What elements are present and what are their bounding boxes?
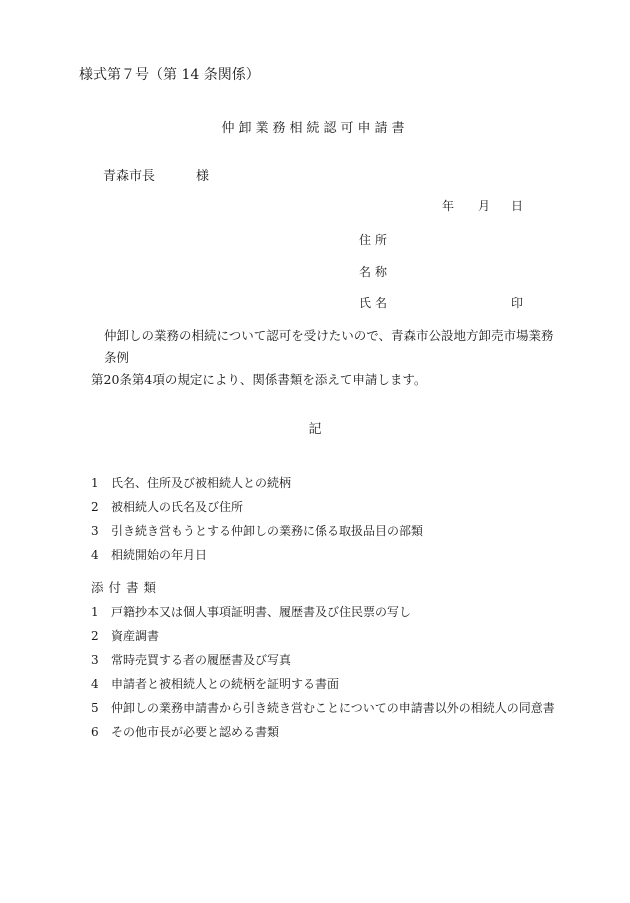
list-item-text: 被相続人の氏名及び住所 bbox=[111, 500, 244, 514]
list-item bbox=[91, 675, 339, 692]
list-item-text: 申請者と被相続人との続柄を証明する書面 bbox=[111, 677, 340, 691]
request-statement-line-1: 仲卸しの業務の相続について認可を受けたいので、青森市公設地方卸売市場業務条例 bbox=[104, 328, 554, 365]
list-item-text: その他市長が必要と認める書類 bbox=[111, 725, 280, 739]
document-title: 仲卸業務相続認可申請書 bbox=[221, 121, 409, 136]
applicant-address-label: 住所 bbox=[359, 233, 392, 247]
recipient-name: 青森市長 bbox=[103, 169, 156, 184]
list-item-number: 2 bbox=[91, 629, 99, 643]
attachments-heading: 添付書類 bbox=[91, 580, 162, 595]
list-item-number: 1 bbox=[91, 476, 99, 490]
request-statement-line-2: 第20条第4項の規定により、関係書類を添えて申請します。 bbox=[91, 372, 427, 387]
list-item bbox=[91, 651, 291, 668]
recipient-honorific: 様 bbox=[196, 169, 210, 184]
list-item bbox=[91, 723, 279, 740]
list-item-text: 常時売買する者の履歴書及び写真 bbox=[111, 653, 292, 667]
list-item-number: 1 bbox=[91, 605, 99, 619]
request-statement bbox=[91, 325, 561, 391]
list-item-text: 氏名、住所及び被相続人との続柄 bbox=[111, 476, 292, 490]
list-item-number: 3 bbox=[91, 524, 99, 538]
applicant-person-label: 氏名 bbox=[359, 296, 392, 310]
list-item-number: 5 bbox=[91, 701, 99, 715]
list-item bbox=[91, 546, 207, 563]
list-item-number: 3 bbox=[91, 653, 99, 667]
list-item bbox=[91, 627, 159, 644]
list-item-number: 4 bbox=[91, 548, 99, 562]
list-item-text: 相続開始の年月日 bbox=[111, 548, 208, 562]
list-item-text: 戸籍抄本又は個人事項証明書、履歴書及び住民票の写し bbox=[111, 605, 412, 619]
list-item bbox=[91, 474, 291, 491]
list-item-number: 6 bbox=[91, 725, 99, 739]
applicant-name-label: 名称 bbox=[359, 265, 392, 279]
list-item-number: 4 bbox=[91, 677, 99, 691]
date-day-label: 日 bbox=[511, 199, 524, 213]
form-number: 様式第７号（第 14 条関係） bbox=[79, 67, 260, 83]
list-item bbox=[91, 522, 423, 539]
list-item bbox=[91, 699, 555, 716]
list-item-text: 仲卸しの業務申請書から引き続き営むことについての申請書以外の相続人の同意書 bbox=[111, 701, 555, 715]
list-item-text: 資産調書 bbox=[111, 629, 160, 643]
list-item-number: 2 bbox=[91, 500, 99, 514]
list-item-text: 引き続き営もうとする仲卸しの業務に係る取扱品目の部類 bbox=[111, 524, 424, 538]
ki-heading: 記 bbox=[308, 422, 322, 437]
list-item bbox=[91, 603, 411, 620]
date-month-label: 月 bbox=[478, 199, 491, 213]
date-year-label: 年 bbox=[442, 199, 455, 213]
list-item bbox=[91, 498, 243, 515]
seal-mark: 印 bbox=[511, 296, 524, 310]
